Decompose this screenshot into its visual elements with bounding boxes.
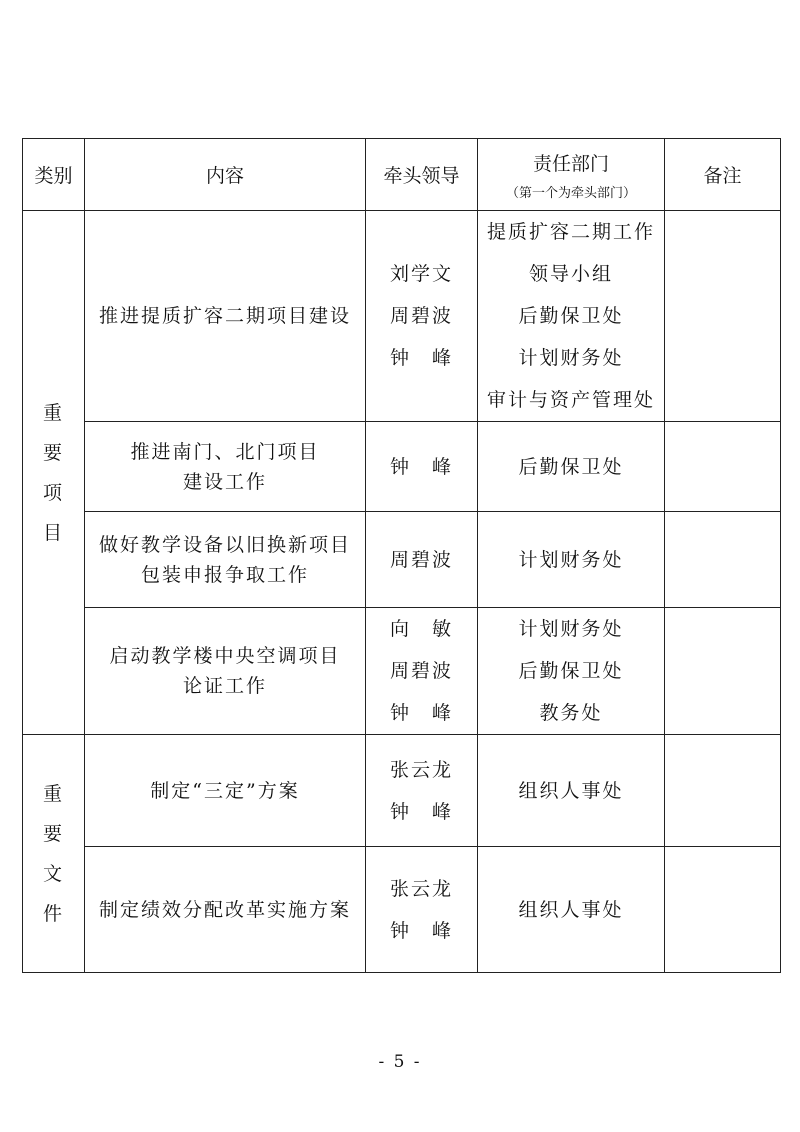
leader-cell [366,422,478,512]
table-row [23,422,781,512]
leader-name: 周碧波 [389,305,453,327]
content-cell [85,608,366,735]
content-cell [85,847,366,973]
dept-name: 后勤保卫处 [518,660,624,682]
remark-cell [665,512,781,608]
category-char: 要 [42,822,64,845]
leader-name: 钟 峰 [389,800,453,823]
page-number: - 5 - [378,1052,422,1072]
dept-cell [478,211,665,422]
header-row [23,139,781,211]
leader-name: 钟 峰 [389,702,453,724]
leader-name: 张云龙 [389,758,453,781]
remark-cell [665,608,781,735]
dept-name: 后勤保卫处 [518,305,624,327]
category-char: 件 [42,902,64,925]
table-row [23,735,781,847]
leader-cell [366,211,478,422]
category-cell [23,735,85,973]
content-cell [85,512,366,608]
category-cell [23,211,85,735]
dept-name: 组织人事处 [518,779,624,802]
category-char: 重 [42,782,64,805]
header-category: 类别 [23,139,85,211]
remark-cell [665,847,781,973]
leader-cell [366,608,478,735]
remark-cell [665,735,781,847]
header-dept-title: 责任部门 [532,152,609,175]
content-line: 推进南门、北门项目 [130,440,320,463]
dept-name: 计划财务处 [518,347,624,369]
remark-cell [665,211,781,422]
dept-name: 后勤保卫处 [518,455,624,478]
content-line: 制定“三定”方案 [150,779,300,802]
table-row [23,211,781,422]
header-leader: 牵头领导 [366,139,478,211]
task-table [22,138,781,973]
leader-name: 向 敏 [389,618,453,640]
content-line: 推进提质扩容二期项目建设 [98,305,351,327]
dept-cell [478,847,665,973]
leader-cell [366,512,478,608]
category-char: 重 [42,401,64,424]
header-content: 内容 [85,139,366,211]
leader-cell [366,847,478,973]
content-cell [85,422,366,512]
category-char: 项 [42,481,64,504]
category-char: 要 [42,441,64,464]
dept-name: 教务处 [539,702,603,724]
dept-name: 领导小组 [528,263,613,285]
content-cell [85,735,366,847]
leader-cell [366,735,478,847]
dept-name: 审计与资产管理处 [486,389,655,411]
content-line: 做好教学设备以旧换新项目 [98,533,351,556]
content-line: 包装申报争取工作 [140,563,309,586]
content-line: 建设工作 [182,470,267,493]
category-char: 目 [42,521,64,544]
header-dept-note: （第一个为牵头部门） [505,185,636,201]
leader-name: 钟 峰 [389,347,453,369]
leader-name: 钟 峰 [389,919,453,942]
dept-cell [478,735,665,847]
dept-name: 提质扩容二期工作 [486,221,655,243]
leader-name: 周碧波 [389,548,453,571]
table-row [23,847,781,973]
dept-cell [478,512,665,608]
leader-name: 刘学文 [389,263,453,285]
remark-cell [665,422,781,512]
content-line: 论证工作 [182,675,267,697]
content-line: 制定绩效分配改革实施方案 [98,898,351,921]
content-cell [85,211,366,422]
header-remark: 备注 [665,139,781,211]
table-row [23,608,781,735]
category-char: 文 [42,862,64,885]
dept-name: 组织人事处 [518,898,624,921]
leader-name: 钟 峰 [389,455,453,478]
dept-cell [478,422,665,512]
table-row [23,512,781,608]
leader-name: 周碧波 [389,660,453,682]
leader-name: 张云龙 [389,877,453,900]
dept-name: 计划财务处 [518,548,624,571]
dept-cell [478,608,665,735]
content-line: 启动教学楼中央空调项目 [109,645,341,667]
header-dept [478,139,665,211]
dept-name: 计划财务处 [518,618,624,640]
